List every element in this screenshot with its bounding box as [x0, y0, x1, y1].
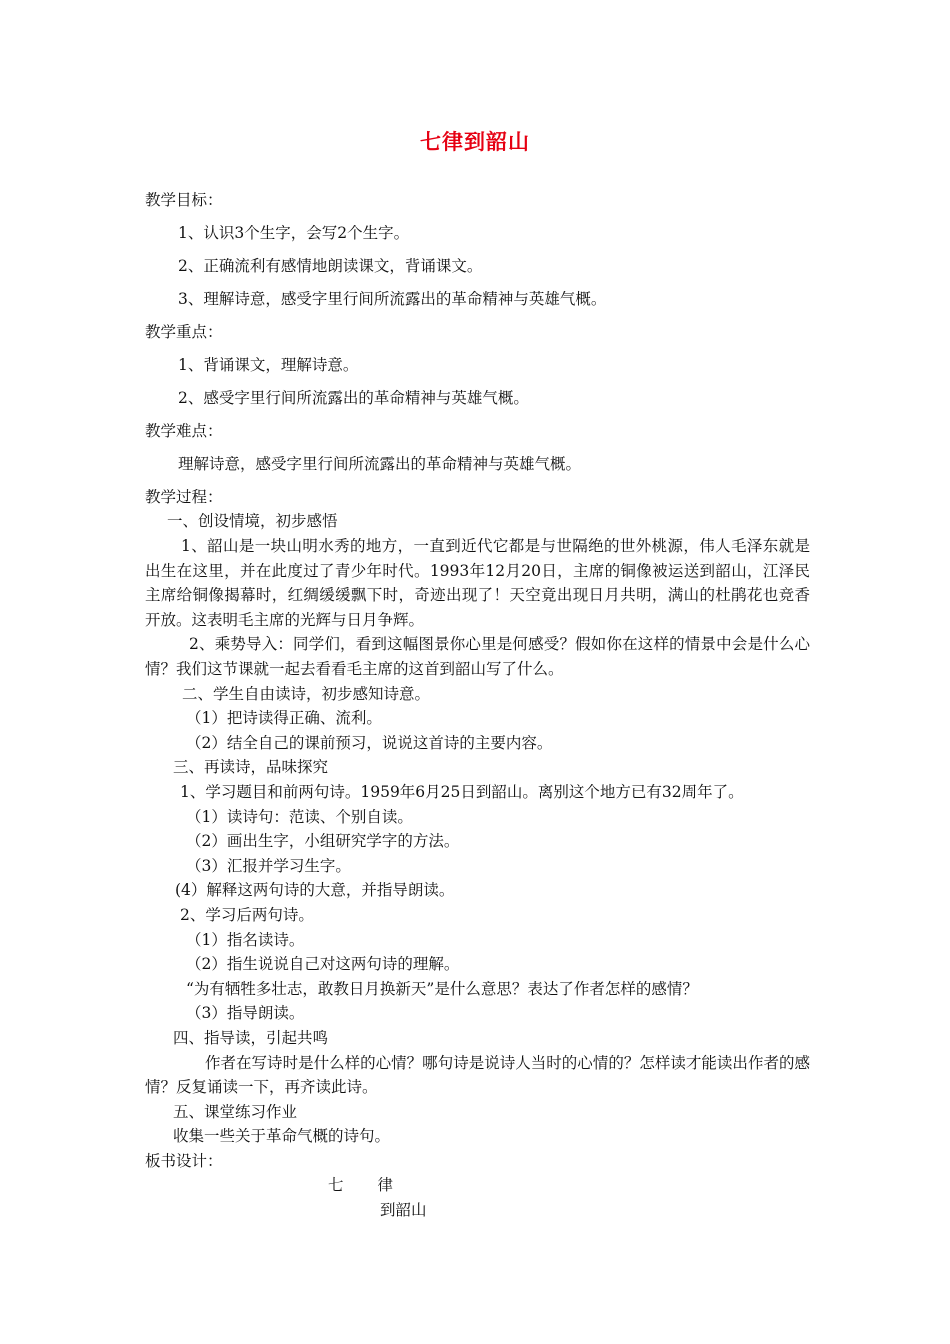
board-char: 律 — [377, 1176, 394, 1195]
paragraph: 收集一些关于革命气概的诗句。 — [173, 1127, 391, 1146]
lesson-body — [145, 188, 810, 1223]
difficulties-text: 理解诗意，感受字里行间所流露出的革命精神与英雄气概。 — [178, 454, 582, 473]
key-points-heading: 教学重点： — [145, 322, 223, 341]
board-heading: 板书设计： — [145, 1151, 223, 1170]
list-item: （2）画出生字，小组研究学字的方法。 — [186, 832, 460, 851]
paragraph: 作者在写诗时是什么样的心情？哪句诗是说诗人当时的心情的？怎样读才能读出作者的感情？反复诵读一下，再齐读此诗。 — [145, 1053, 810, 1097]
section-title: 三、再读诗，品味探究 — [173, 758, 329, 777]
key-point-item: 1、背诵课文，理解诗意。 — [178, 355, 359, 374]
list-item: （3）指导朗读。 — [186, 1004, 305, 1023]
objective-item: 1、认识3个生字，会写2个生字。 — [178, 223, 410, 242]
list-item: （1）读诗句：范读、个别自读。 — [186, 807, 413, 826]
section-title: 一、创设情境，初步感悟 — [167, 512, 338, 531]
subsection-title: 2、学习后两句诗。 — [180, 905, 314, 924]
key-point-item: 2、感受字里行间所流露出的革命精神与英雄气概。 — [178, 388, 529, 407]
subsection-title: 1、学习题目和前两句诗。1959年6月25日到韶山。离别这个地方已有32周年了。 — [180, 782, 744, 801]
list-item: （3）汇报并学习生字。 — [186, 856, 351, 875]
list-item: （2）指生说说自己对这两句诗的理解。 — [186, 955, 460, 974]
quote-line: “为有牺牲多壮志，敢教日月换新天”是什么意思？表达了作者怎样的感情？ — [186, 979, 698, 998]
objective-item: 2、正确流利有感情地朗读课文，背诵课文。 — [178, 256, 483, 275]
board-char: 七 — [328, 1176, 344, 1195]
list-item: (4）解释这两句诗的大意，并指导朗读。 — [175, 881, 455, 900]
section-title: 四、指导读，引起共鸣 — [173, 1028, 329, 1047]
section-title: 二、学生自由读诗，初步感知诗意。 — [182, 684, 431, 703]
difficulties-heading: 教学难点： — [145, 421, 223, 440]
paragraph: 1、韶山是一块山明水秀的地方，一直到近代它都是与世隔绝的世外桃源，伟人毛泽东就是出生在这里，并在此度过了青少年时代。1993年12月20日，主席的铜像被运送到韶山，江泽民主席给铜像揭幕时，红绸缓缓飘下时，奇迹出现了！天空竟出现日月共明，满山的杜鹃花也竞香开放。这表明毛主席的光辉与日月争辉。 — [145, 537, 810, 629]
objective-item: 3、理解诗意，感受字里行间所流露出的革命精神与英雄气概。 — [178, 289, 607, 308]
section-title: 五、课堂练习作业 — [173, 1102, 298, 1121]
paragraph: 2、乘势导入：同学们，看到这幅图景你心里是何感受？假如你在这样的情景中会是什么心情？我们这节课就一起去看看毛主席的这首到韶山写了什么。 — [145, 635, 810, 679]
list-item: （1）指名读诗。 — [186, 930, 305, 949]
list-item: （1）把诗读得正确、流利。 — [186, 709, 382, 728]
objectives-heading: 教学目标： — [145, 191, 223, 209]
list-item: （2）结全自己的课前预习，说说这首诗的主要内容。 — [186, 733, 553, 752]
process-heading: 教学过程： — [145, 487, 223, 506]
page-title: 七律到韶山 — [420, 130, 530, 154]
board-line — [145, 1173, 810, 1198]
board-line: 到韶山 — [380, 1201, 427, 1220]
